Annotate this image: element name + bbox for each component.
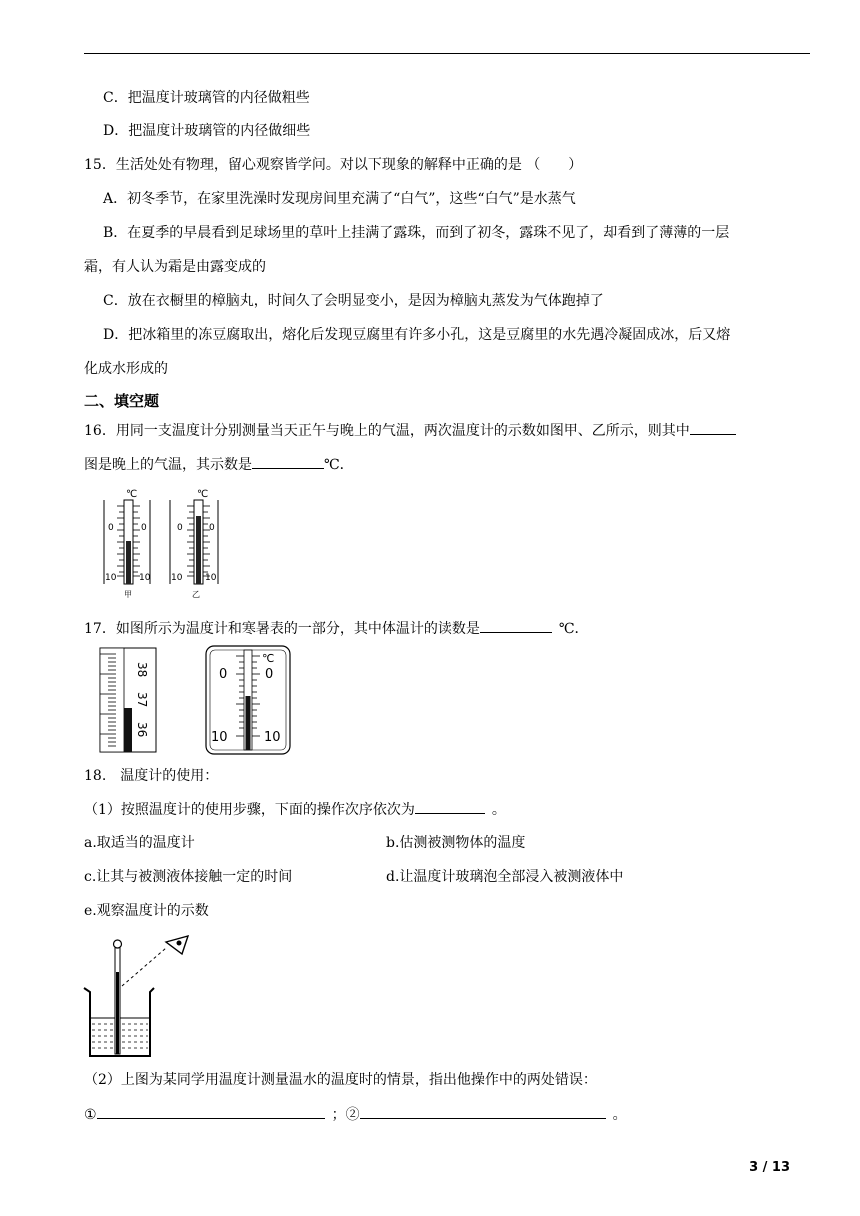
thermometer-yi (170, 489, 218, 599)
q18-step-a: a.取适当的温度计 (84, 835, 195, 851)
thermometer-yi-left-10: 10 (171, 573, 183, 583)
q18-blank-order[interactable] (415, 799, 485, 814)
thermometer-jia-left-0: 0 (108, 523, 114, 533)
q15-option-b-line1: B．在夏季的早晨看到足球场里的草叶上挂满了露珠，而到了初冬，露珠不见了，却看到了薄薄的一层 (103, 225, 730, 241)
q18-mark-2: ② (345, 1107, 360, 1123)
q18-step-b: b.估测被测物体的温度 (386, 835, 526, 851)
sight-line (122, 948, 166, 986)
eye-icon (166, 936, 188, 954)
q16-blank-reading[interactable] (252, 454, 324, 469)
q18-end: 。 (612, 1107, 627, 1123)
q15-option-a: A．初冬季节，在家里洗澡时发现房间里充满了“白气”，这些“白气”是水蒸气 (103, 191, 576, 207)
q16-unit: ℃． (324, 457, 354, 473)
q16-line1 (84, 420, 736, 441)
thermometer-jia (104, 489, 151, 599)
q14-option-c: C．把温度计玻璃管的内径做粗些 (103, 90, 310, 106)
thermometer-jia-right-0: 0 (141, 523, 147, 533)
q17-unit: ℃． (558, 621, 589, 637)
wall-thermometer-right-0: 0 (265, 667, 274, 682)
q14-option-d: D．把温度计玻璃管的内径做细些 (103, 123, 311, 139)
header-rule (84, 53, 810, 54)
clinical-tick-36: 36 (135, 722, 149, 738)
thermometer-jia-unit: ℃ (126, 489, 138, 500)
q15-option-c: C．放在衣橱里的樟脑丸，时间久了会明显变小，是因为樟脑丸蒸发为气体跑掉了 (103, 293, 604, 309)
q18-step-e: e.观察温度计的示数 (84, 903, 209, 919)
q18-step-c: c.让其与被测液体接触一定的时间 (84, 869, 293, 885)
q17-blank-reading[interactable] (480, 618, 552, 633)
q16-text2: 图是晚上的气温，其示数是 (84, 457, 252, 473)
thermometer-yi-left-0: 0 (177, 523, 183, 533)
q17-line1 (84, 618, 589, 639)
wall-thermometer (206, 646, 290, 754)
thermometer-yi-unit: ℃ (197, 489, 209, 500)
q18-sub1-text: （1）按照温度计的使用步骤，下面的操作次序依次为 (84, 802, 415, 818)
q18-sub1 (84, 799, 506, 820)
q17-figure (98, 644, 294, 756)
q16-text1: 16．用同一支温度计分别测量当天正午与晚上的气温，两次温度计的示数如图甲、乙所示，则其中 (84, 423, 690, 439)
q15-option-b-line2: 霜，有人认为霜是由露变成的 (84, 259, 266, 275)
q18-separator: ； (331, 1107, 346, 1123)
thermometer-jia-liquid (126, 541, 131, 584)
q16-line2 (84, 454, 354, 475)
clinical-tick-38: 38 (135, 662, 149, 678)
thermometer-yi-caption: 乙 (192, 590, 200, 599)
q18-mark-1: ① (84, 1107, 97, 1123)
q16-blank-figure[interactable] (690, 420, 736, 435)
wall-thermometer-right-10: 10 (264, 730, 281, 745)
q18-stem: 18. 温度计的使用： (84, 768, 219, 784)
clinical-tick-37: 37 (135, 692, 149, 708)
wall-thermometer-liquid (246, 696, 251, 750)
thermometer-jia-left-10: 10 (105, 573, 117, 583)
thermometer-yi-right-0: 0 (209, 523, 215, 533)
thermometer-jia-right-10: 10 (139, 573, 151, 583)
section-title-fill-in: 二、填空题 (84, 392, 160, 410)
q15-stem: 15．生活处处有物理，留心观察皆学问。对以下现象的解释中正确的是 （ ） (84, 157, 583, 173)
q18-blank-error-2[interactable] (360, 1104, 606, 1119)
thermometer-jia-caption: 甲 (124, 590, 132, 599)
page-number: 3 / 13 (749, 1160, 790, 1175)
q18-sub1-end: 。 (491, 802, 506, 818)
clinical-thermometer (100, 648, 156, 752)
q15-option-d-line1: D．把冰箱里的冻豆腐取出，熔化后发现豆腐里有许多小孔，这是豆腐里的水先遇冷凝固成冰，后又熔 (103, 327, 731, 343)
q18-error-answers (84, 1104, 627, 1125)
q18-beaker-figure (82, 932, 204, 1060)
thermometer-yi-right-10: 10 (205, 573, 217, 583)
q18-blank-error-1[interactable] (97, 1104, 325, 1119)
q18-sub2: （2）上图为某同学用温度计测量温水的温度时的情景，指出他操作中的两处错误： (84, 1072, 597, 1088)
q15-option-d-line2: 化成水形成的 (84, 361, 168, 377)
clinical-thermometer-liquid (124, 708, 132, 752)
q18-step-d: d.让温度计玻璃泡全部浸入被测液体中 (386, 869, 624, 885)
wall-thermometer-left-0: 0 (219, 667, 228, 682)
wall-thermometer-left-10: 10 (211, 730, 228, 745)
thermometer-yi-liquid (196, 516, 201, 584)
q16-thermometers-figure (100, 486, 224, 602)
wall-thermometer-unit: ℃ (262, 652, 275, 665)
q17-text: 17．如图所示为温度计和寒暑表的一部分，其中体温计的读数是 (84, 621, 480, 637)
